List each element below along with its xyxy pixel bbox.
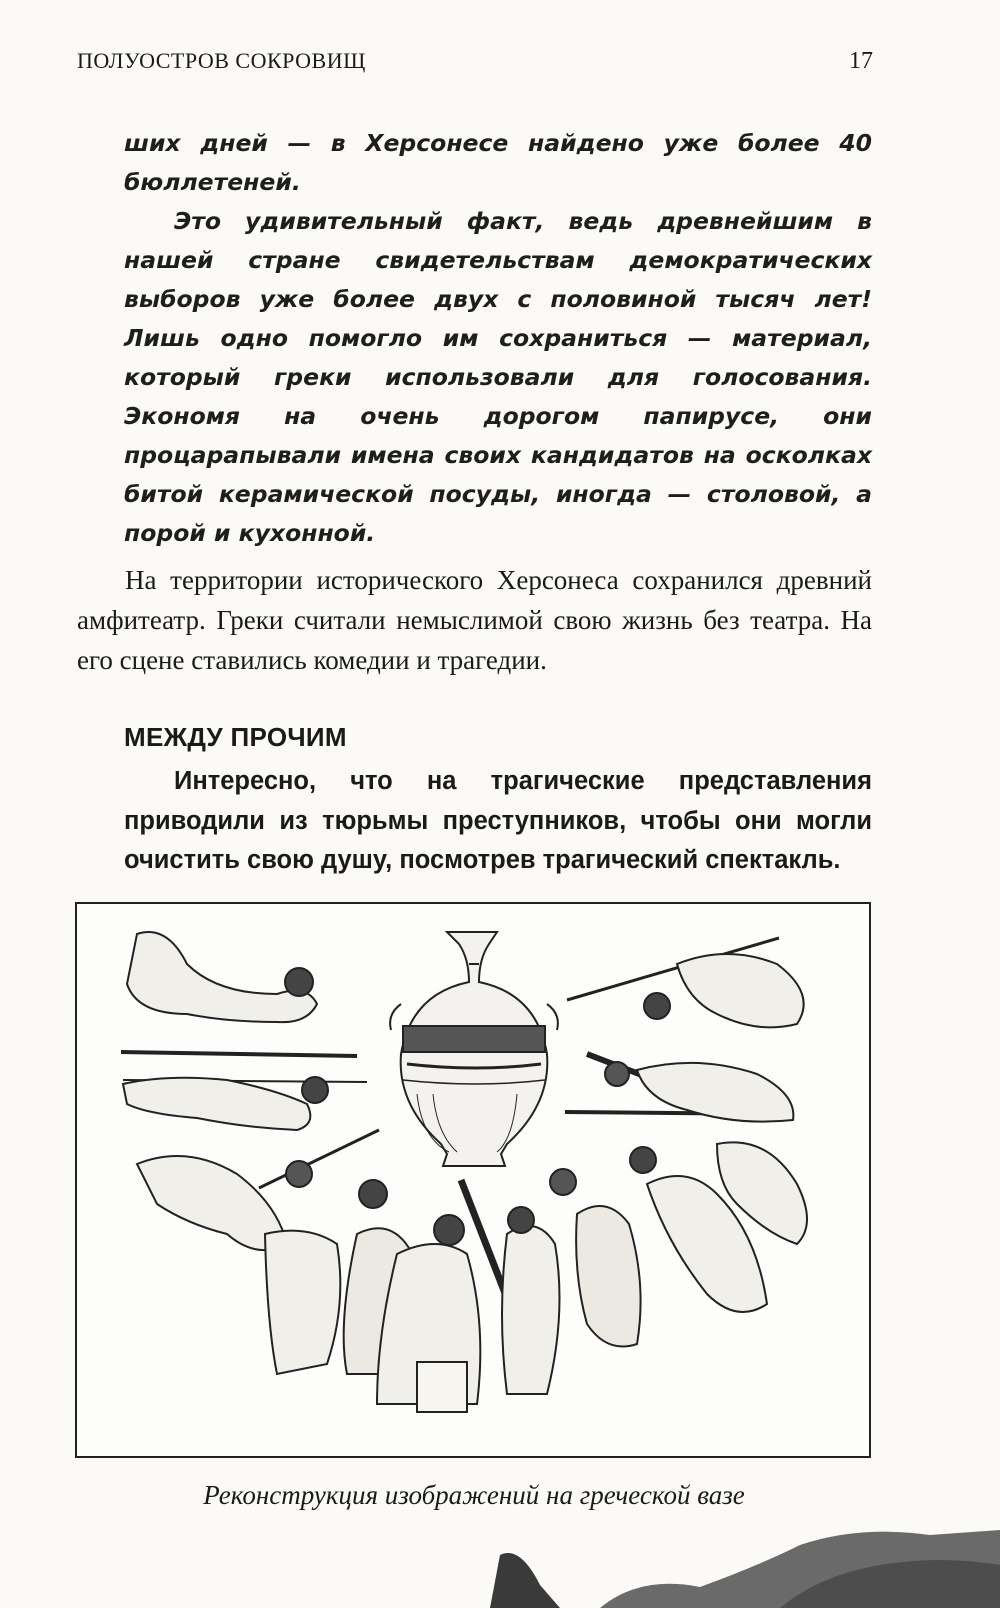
excerpt-paragraph-1: ших дней — в Херсонесе найдено уже более 40 бюллетеней. bbox=[124, 129, 872, 196]
italic-excerpt bbox=[124, 124, 872, 553]
aside-text: Интересно, что на трагические представления приводили из тюрьмы преступников, чтобы они могли очистить свою душу, посмотрев трагический спектакль. bbox=[124, 767, 872, 874]
vase-illustration bbox=[75, 902, 871, 1458]
body-paragraph-text: На территории исторического Херсонеса сохранился древний амфитеатр. Греки считали немыслимой свою жизнь без театра. На его сцене ставились комедии и трагедии. bbox=[77, 565, 872, 675]
running-title: ПОЛУОСТРОВ СОКРОВИЩ bbox=[77, 48, 366, 73]
figure-caption: Реконструкция изображений на греческой вазе bbox=[203, 1480, 745, 1510]
background-photo-fragment bbox=[0, 1525, 1000, 1608]
excerpt-paragraph-2: Это удивительный факт, ведь древнейшим в нашей стране свидетельствам демократических выборов уже более двух с половиной тысяч лет! Лишь одно помогло им сохраниться — материал, который греки использовали для голосования. Экономя на очень дорогом папирусе, они процарапывали имена своих кандидатов на осколках битой керамической посуды, иногда — столовой, а порой и кухонной. bbox=[124, 207, 872, 547]
vase-drawing bbox=[77, 904, 869, 1456]
aside-title: МЕЖДУ ПРОЧИМ bbox=[124, 722, 347, 752]
page-number: 17 bbox=[849, 48, 873, 74]
body-paragraph bbox=[77, 560, 872, 680]
amphora-icon bbox=[390, 932, 558, 1166]
